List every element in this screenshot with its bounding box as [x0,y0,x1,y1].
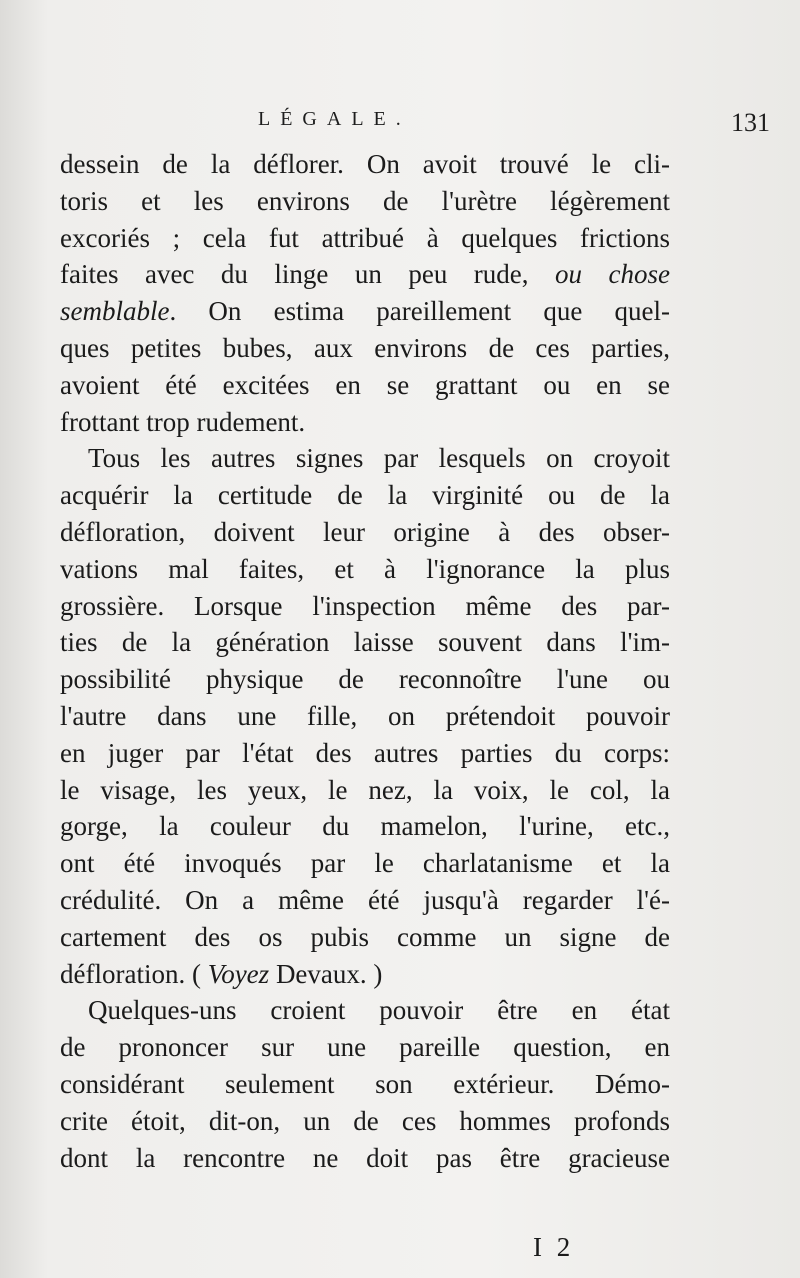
signature-mark: I 2 [533,1232,575,1262]
line-text: ont été invoqués par le charlatanisme et la [60,848,670,879]
line-text: Tous les autres signes par lesquels on croyoit [88,443,670,474]
text-line [60,992,670,1029]
line-text: possibilité physique de reconnoître l'une ou [60,664,670,695]
line-text: défloration. ( [60,958,208,989]
text-line [60,735,670,772]
line-text: . On estima pareillement que quel- [169,296,670,327]
text-line [60,514,670,551]
line-text: de prononcer sur une pareille question, en [60,1032,670,1063]
text-line [60,146,670,183]
line-text: Quelques-uns croient pouvoir être en état [88,995,670,1026]
body-text [60,146,670,1176]
line-text: cartement des os pubis comme un signe de [60,921,670,952]
line-text: ques petites bubes, aux environs de ces parties, [60,332,670,363]
text-line [60,661,670,698]
text-line [60,440,670,477]
text-line [60,772,670,809]
text-line [60,404,670,441]
line-text: grossière. Lorsque l'inspection même des par- [60,590,670,621]
line-text: dessein de la déflorer. On avoit trouvé le cli- [60,149,670,179]
line-text: avoient été excitées en se grattant ou en se [60,369,670,400]
text-line [60,919,670,956]
text-line [60,1066,670,1103]
line-text: toris et les environs de l'urètre légèrement [60,185,670,216]
text-line [60,477,670,514]
text-line [60,698,670,735]
line-text: gorge, la couleur du mamelon, l'urine, etc., [60,811,670,842]
italic-text: semblable [60,296,170,327]
page-number: 131 [731,108,770,137]
text-line [60,256,670,293]
text-line [60,551,670,588]
line-text: dont la rencontre ne doit pas être gracieuse [60,1142,670,1173]
text-line [60,1029,670,1066]
running-title: LÉGALE. [258,108,411,130]
line-text: frottant trop rudement. [60,406,306,437]
line-text: le visage, les yeux, le nez, la voix, le col, la [60,774,670,805]
line-text: crite étoit, dit-on, un de ces hommes profonds [60,1105,670,1136]
line-text: défloration, doivent leur origine à des obser- [60,516,670,547]
text-line [60,1103,670,1140]
line-text: vations mal faites, et à l'ignorance la plus [60,553,670,584]
text-line [60,293,670,330]
text-line [60,1140,670,1177]
text-line [60,956,670,993]
italic-text: ou chose [555,259,670,290]
text-line [60,624,670,661]
text-line [60,183,670,220]
text-line [60,367,670,404]
line-text: en juger par l'état des autres parties du corps: [60,737,670,768]
line-text: acquérir la certitude de la virginité ou de la [60,480,670,511]
line-text: considérant seulement son extérieur. Démo- [60,1068,670,1099]
text-line [60,330,670,367]
line-text: Devaux. ) [269,958,383,989]
line-text: faites avec du linge un peu rude, [60,259,556,290]
line-text: l'autre dans une fille, on prétendoit pouvoir [60,700,670,731]
line-text: crédulité. On a même été jusqu'à regarder l'é- [60,884,670,915]
text-line [60,808,670,845]
text-line [60,588,670,625]
line-text: ties de la génération laisse souvent dans l'im- [60,627,670,658]
line-text: excoriés ; cela fut attribué à quelques frictions [60,222,670,253]
text-line [60,845,670,882]
italic-text: Voyez [207,958,270,989]
text-line [60,882,670,919]
text-line [60,220,670,257]
